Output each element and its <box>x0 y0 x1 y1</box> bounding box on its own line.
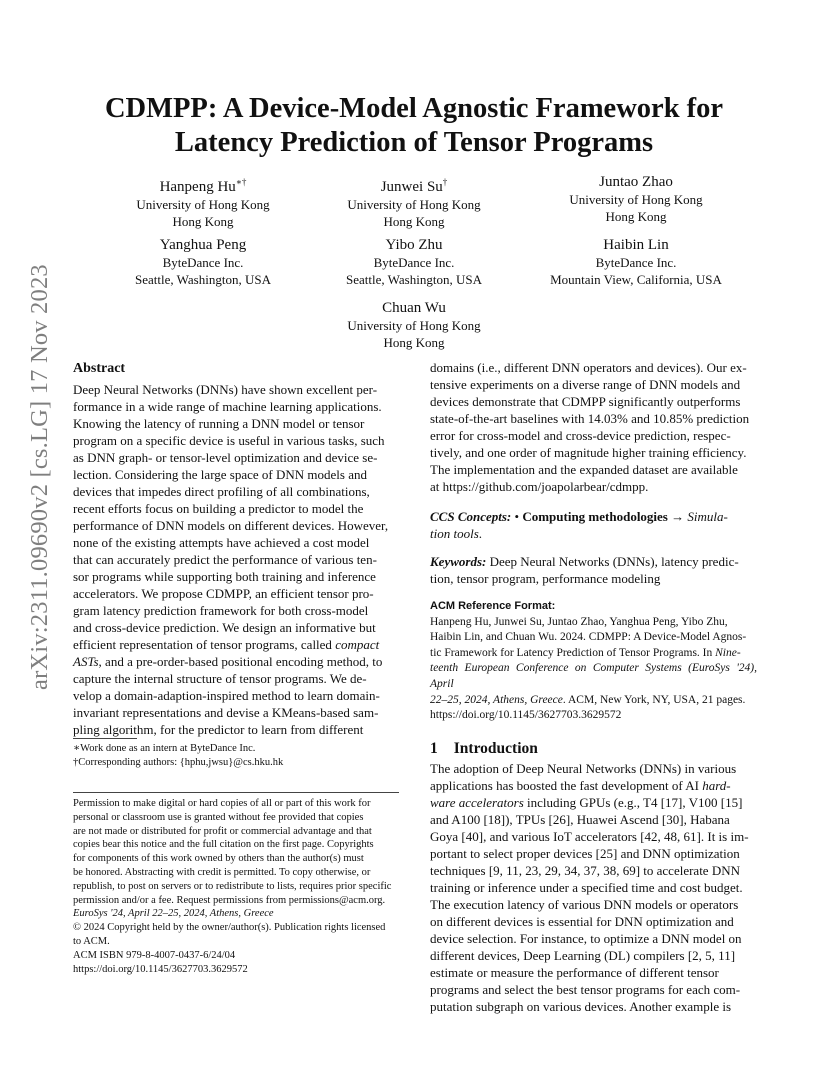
author-block <box>506 173 766 225</box>
permission-line: be honored. Abstracting with credit is permitted. To copy otherwise, or <box>73 866 371 878</box>
abstract-line: none of the existing attempts have achieved a cost model <box>73 535 370 550</box>
abstract-line <box>73 653 399 670</box>
permission-line: copies bear this notice and the full citation on the first page. Copyrights <box>73 839 374 851</box>
acm-reference-line: Haibin Lin, and Chuan Wu. 2024. CDMPP: A Device-Model Agnos- <box>430 631 747 644</box>
author-block <box>506 236 766 288</box>
author-location: Hong Kong <box>605 208 667 224</box>
copyright-line: to ACM. <box>73 935 110 947</box>
ccs-category: Computing methodologies <box>522 509 668 524</box>
intro-emphasis: hard- <box>702 777 731 793</box>
introduction-body <box>430 760 757 1015</box>
author-affiliation: University of Hong Kong <box>347 197 481 212</box>
title-line-1: CDMPP: A Device-Model Agnostic Framework for <box>104 93 724 124</box>
intro-text: including GPUs (e.g., T4 [17], V100 [15] <box>523 794 743 810</box>
author-location: Seattle, Washington, USA <box>135 271 271 287</box>
intro-line: The adoption of Deep Neural Networks (DNNs) in various <box>430 760 737 776</box>
intro-line: on different devices is essential for DNN optimization and <box>430 913 734 929</box>
abstract-line: tively, and one order of magnitude higher training efficiency. <box>430 445 747 460</box>
author-location: Mountain View, California, USA <box>550 271 722 287</box>
acm-reference-emphasis: 22–25, 2024, Athens, Greece <box>430 693 563 706</box>
author-marks: † <box>442 177 448 187</box>
intro-line: and A100 [18]), TPUs [26], Huawei Ascend [30], Habana <box>430 811 730 827</box>
footnote-work-done: ∗Work done as an intern at ByteDance Inc. <box>73 743 256 754</box>
intro-line: The execution latency of various DNN models or operators <box>430 896 739 912</box>
author-block <box>284 299 544 351</box>
abstract-body <box>73 381 399 738</box>
permission-line: Permission to make digital or hard copies of all or part of this work for <box>73 798 371 809</box>
permission-line: permission and/or a fee. Request permissions from permissions@acm.org. <box>73 894 386 906</box>
author-name: Yibo Zhu <box>385 237 443 253</box>
author-location: Hong Kong <box>172 213 234 229</box>
abstract-line: error for cross-model and cross-device prediction, respec- <box>430 428 731 443</box>
permission-line: for components of this work owned by others than the author(s) must <box>73 853 364 865</box>
permission-block <box>73 797 399 976</box>
acm-reference-text: tic Framework for Latency Prediction of Tensor Programs. In <box>430 646 716 659</box>
conference-venue <box>73 907 399 921</box>
section-title: Introduction <box>453 739 538 757</box>
author-marks: ∗† <box>235 177 247 187</box>
acm-reference-line: Hanpeng Hu, Junwei Su, Juntao Zhao, Yanghua Peng, Yibo Zhu, <box>430 615 728 628</box>
abstract-line: Deep Neural Networks (DNNs) have shown excellent per- <box>73 382 378 397</box>
author-affiliation: University of Hong Kong <box>136 197 270 212</box>
right-column <box>430 359 757 1015</box>
abstract-line: capture the internal structure of tensor programs. We de- <box>73 671 367 686</box>
abstract-line: pling algorithm, for the predictor to learn from different <box>73 722 364 737</box>
ccs-subcategory: Simula- <box>687 509 728 524</box>
abstract-line: Knowing the latency of running a DNN model or tensor <box>73 416 365 431</box>
permission-rule <box>73 792 399 793</box>
left-column <box>73 360 399 738</box>
abstract-line: The implementation and the expanded dataset are available <box>430 462 738 477</box>
abstract-heading: Abstract <box>73 361 126 376</box>
intro-emphasis: ware accelerators <box>430 794 524 810</box>
doi-line: https://doi.org/10.1145/3627703.3629572 <box>73 963 248 975</box>
venue-text: EuroSys '24, April 22–25, 2024, Athens, Greece <box>73 908 274 920</box>
keywords-text: Deep Neural Networks (DNNs), latency predic- <box>486 554 739 569</box>
author-affiliation: University of Hong Kong <box>347 318 481 333</box>
author-location: Hong Kong <box>383 334 445 350</box>
ccs-bullet: • <box>511 509 523 524</box>
abstract-line: accelerators. We propose CDMPP, an efficient tensor pro- <box>73 586 374 601</box>
paper-title <box>60 92 768 160</box>
abstract-line: recent efforts focus on building a predictor to model the <box>73 501 364 516</box>
author-name: Yanghua Peng <box>159 237 247 253</box>
abstract-line: devices that impedes direct profiling of all combinations, <box>73 484 370 499</box>
acm-reference-text: . ACM, New York, NY, USA, 21 pages. <box>562 693 746 706</box>
section-number: 1 <box>430 739 438 757</box>
copyright-line: © 2024 Copyright held by the owner/author(s). Publication rights licensed <box>73 922 386 934</box>
section-heading-introduction <box>430 740 757 757</box>
abstract-emphasis: compact <box>335 637 380 652</box>
author-location: Hong Kong <box>383 213 445 229</box>
intro-line: putation subgraph on various devices. Another example is <box>430 998 732 1014</box>
abstract-line: as DNN graph- or tensor-level optimization and device se- <box>73 450 378 465</box>
acm-reference <box>430 599 757 724</box>
footnotes <box>73 742 399 769</box>
intro-line: Goya [40], and various IoT accelerators [42, 48, 61]. It is im- <box>430 828 749 844</box>
author-name: Haibin Lin <box>603 237 669 253</box>
keywords-label: Keywords: <box>430 554 487 569</box>
author-affiliation: ByteDance Inc. <box>162 255 244 270</box>
intro-line: estimate or measure the performance of different tensor <box>430 964 719 980</box>
author-name: Junwei Su <box>380 179 443 195</box>
author-affiliation: ByteDance Inc. <box>373 255 455 270</box>
abstract-line <box>73 636 399 653</box>
abstract-line: state-of-the-art baselines with 14.03% and 10.85% prediction <box>430 411 750 426</box>
author-block <box>284 173 544 230</box>
abstract-line: devices demonstrate that CDMPP significantly outperforms <box>430 394 741 409</box>
permission-line: republish, to post on servers or to redistribute to lists, requires prior specific <box>73 880 392 892</box>
permission-line: are not made or distributed for profit or commercial advantage and that <box>73 825 372 837</box>
abstract-line: lection. Considering the large space of DNN models and <box>73 467 367 482</box>
acm-reference-emphasis: Nine- <box>715 646 741 659</box>
author-affiliation: ByteDance Inc. <box>595 255 677 270</box>
abstract-line: invariant representations and devise a KMeans-based sam- <box>73 705 379 720</box>
intro-line: programs and select the best tensor programs for each com- <box>430 981 741 997</box>
acm-reference-doi: https://doi.org/10.1145/3627703.3629572 <box>430 709 622 722</box>
ccs-label: CCS Concepts: <box>430 509 512 524</box>
title-line-2: Latency Prediction of Tensor Programs <box>174 127 654 158</box>
abstract-text: efficient representation of tensor programs, called <box>73 637 336 652</box>
abstract-continued <box>430 359 757 495</box>
footnote-corresponding: †Corresponding authors: {hphu,jwsu}@cs.hku.hk <box>73 756 284 768</box>
keywords <box>430 553 757 587</box>
keywords-text: tion, tensor program, performance modeling <box>430 571 661 586</box>
author-name: Chuan Wu <box>382 300 446 316</box>
intro-line: portant to select proper devices [25] and DNN optimization <box>430 845 740 861</box>
footnote-rule <box>73 738 137 739</box>
abstract-line: gram latency prediction framework for both cross-model <box>73 603 369 618</box>
abstract-emphasis: ASTs <box>73 654 99 669</box>
intro-line: different devices, Deep Learning (DL) compilers [2, 5, 11] <box>430 947 736 963</box>
isbn-line: ACM ISBN 979-8-4007-0437-6/24/04 <box>73 949 236 961</box>
author-affiliation: University of Hong Kong <box>569 192 703 207</box>
abstract-line: tensive experiments on a diverse range of DNN models and <box>430 377 741 392</box>
abstract-line: that can accurately predict the performance of various ten- <box>73 552 377 567</box>
author-name: Juntao Zhao <box>599 174 673 190</box>
abstract-line: at https://github.com/joapolarbear/cdmpp. <box>430 479 649 494</box>
abstract-text: , and a pre-order-based positional encoding method, to <box>98 654 383 669</box>
abstract-line: performance of DNN models on different devices. However, <box>73 518 389 533</box>
abstract-line: formance in a wide range of machine learning applications. <box>73 399 382 414</box>
ccs-arrow: → <box>667 509 688 524</box>
author-location: Seattle, Washington, USA <box>346 271 482 287</box>
abstract-line: and cross-device prediction. We design an informative but <box>73 620 376 635</box>
intro-line: training or inference under a specified time and cost budget. <box>430 879 743 895</box>
ccs-subcategory: tion tools <box>430 526 479 541</box>
acm-reference-emphasis: teenth European Conference on Computer Systems (EuroSys '24), April <box>430 662 757 690</box>
abstract-line: domains (i.e., different DNN operators and devices). Our ex- <box>430 360 747 375</box>
abstract-line: sor programs while supporting both training and inference <box>73 569 376 584</box>
permission-line: personal or classroom use is granted without fee provided that copies <box>73 811 364 823</box>
abstract-line: velop a domain-adaption-inspired method to learn domain- <box>73 688 380 703</box>
author-block <box>284 236 544 288</box>
acm-reference-heading: ACM Reference Format: <box>430 600 556 612</box>
ccs-period: . <box>478 526 483 541</box>
author-name: Hanpeng Hu <box>159 179 236 195</box>
intro-text: applications has boosted the fast development of AI <box>430 777 703 793</box>
intro-line: techniques [9, 11, 23, 29, 34, 37, 38, 69] to accelerate DNN <box>430 862 740 878</box>
abstract-line: program on a specific device is useful in various tasks, such <box>73 433 385 448</box>
intro-line: device selection. For instance, to optimize a DNN model on <box>430 930 742 946</box>
arxiv-id: arXiv:2311.09690v2 [cs.LG] 17 Nov 2023 <box>26 264 53 690</box>
ccs-concepts <box>430 508 757 542</box>
